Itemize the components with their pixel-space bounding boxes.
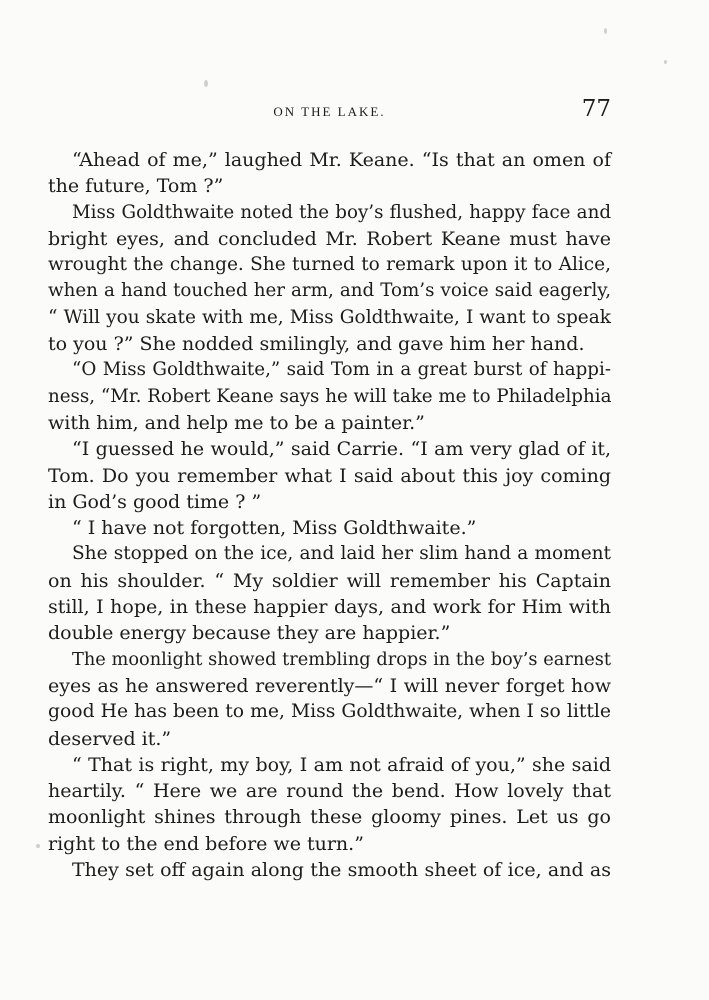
- page-header: [48, 96, 611, 132]
- text-line: double energy because they are happier.”: [48, 622, 451, 645]
- text-line: the future, Tom ?”: [48, 175, 224, 198]
- text-line: She stopped on the ice, and laid her slim hand a moment: [72, 543, 611, 565]
- text-line: on his shoulder. “ My soldier will remember his Captain: [48, 569, 611, 592]
- text-line: deserved it.”: [48, 727, 172, 750]
- ink-speck: [604, 28, 607, 34]
- text-line: heartily. “ Here we are round the bend. How lovely that: [48, 780, 611, 803]
- text-line: when a hand touched her arm, and Tom’s voice said eagerly,: [48, 280, 611, 302]
- text-line: “Ahead of me,” laughed Mr. Keane. “Is that an omen of: [72, 149, 611, 171]
- text-line: eyes as he answered reverently—“ I will never forget how: [48, 674, 611, 697]
- ink-speck: [204, 80, 208, 87]
- text-line: “ That is right, my boy, I am not afraid of you,” she said: [72, 753, 611, 776]
- text-line: The moonlight showed trembling drops in the boy’s earnest: [72, 649, 611, 670]
- text-line: “ Will you skate with me, Miss Goldthwaite, I want to speak: [48, 306, 611, 328]
- text-line: ness, “Mr. Robert Keane says he will take me to Philadelphia: [48, 385, 612, 407]
- text-line: wrought the change. She turned to remark upon it to Alice,: [48, 254, 611, 276]
- text-line: bright eyes, and concluded Mr. Robert Keane must have: [48, 227, 611, 250]
- page-number: 77: [581, 96, 611, 122]
- text-line: “I guessed he would,” said Carrie. “I am very glad of it,: [72, 438, 611, 461]
- body-text: [48, 147, 611, 883]
- text-line: to you ?” She nodded smilingly, and gave him her hand.: [48, 333, 585, 356]
- text-line: Tom. Do you remember what I said about this joy coming: [48, 464, 611, 487]
- text-line: with him, and help me to be a painter.”: [48, 411, 425, 434]
- text-line: in God’s good time ? ”: [48, 490, 262, 513]
- text-line: still, I hope, in these happier days, and work for Him with: [48, 596, 611, 619]
- text-line: good He has been to me, Miss Goldthwaite, when I so little: [48, 701, 611, 723]
- text-line: They set off again along the smooth sheet of ice, and as: [72, 859, 611, 882]
- running-head: ON THE LAKE.: [273, 104, 386, 119]
- ink-speck: [664, 60, 667, 64]
- text-line: right to the end before we turn.”: [48, 832, 364, 855]
- text-line: Miss Goldthwaite noted the boy’s flushed, happy face and: [72, 201, 611, 223]
- ink-speck: [36, 844, 40, 848]
- text-line: “O Miss Goldthwaite,” said Tom in a great burst of happi-: [72, 359, 611, 381]
- text-line: moonlight shines through these gloomy pines. Let us go: [48, 806, 611, 829]
- text-line: “ I have not forgotten, Miss Goldthwaite.”: [72, 517, 477, 540]
